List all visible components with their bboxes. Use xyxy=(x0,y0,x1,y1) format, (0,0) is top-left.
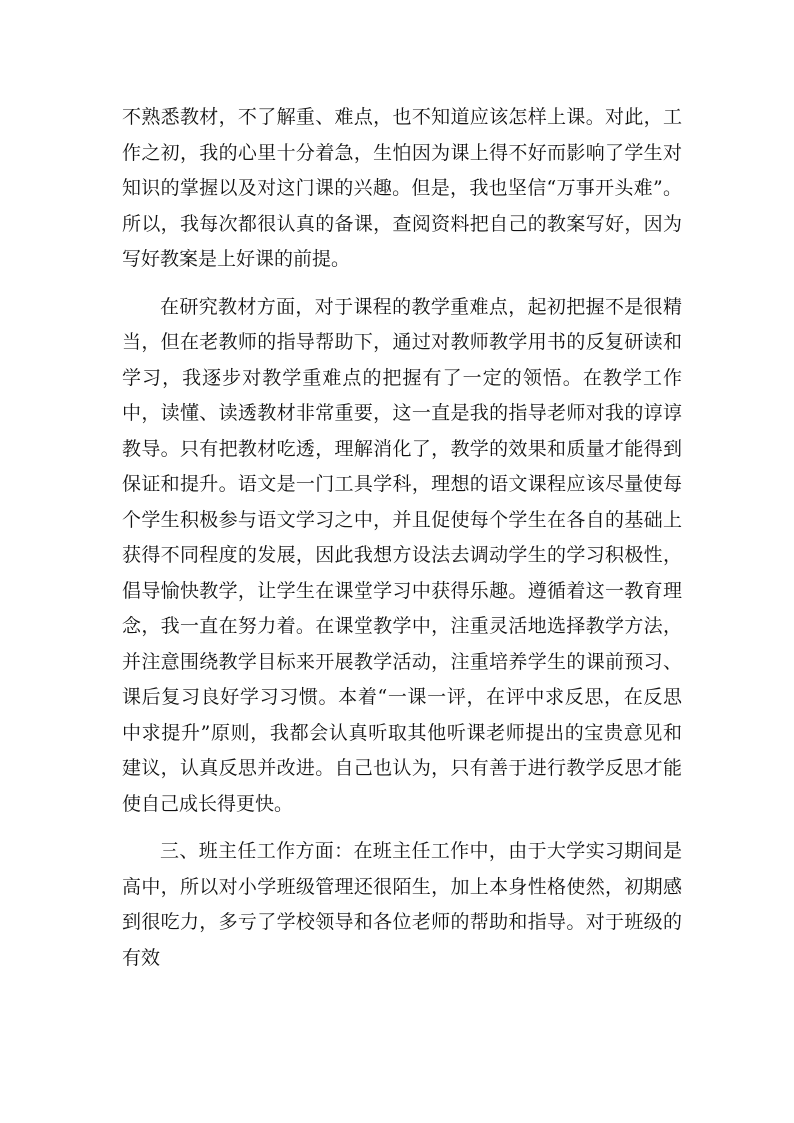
document-page xyxy=(122,100,682,976)
paragraph-2: 在研究教材方面，对于课程的教学重难点，起初把握不是很精当，但在老教师的指导帮助下，通过对教师教学用书的反复研读和学习，我逐步对教学重难点的把握有了一定的领悟。在教学工作中，读懂、读透教材非常重要，这一直是我的指导老师对我的谆谆教导。只有把教材吃透，理解消化了，教学的效果和质量才能得到保证和提升。语文是一门工具学科，理想的语文课程应该尽量使每个学生积极参与语文学习之中，并且促使每个学生在各自的基础上获得不同程度的发展，因此我想方设法去调动学生的学习积极性，倡导愉快教学，让学生在课堂学习中获得乐趣。遵循着这一教育理念，我一直在努力着。在课堂教学中，注重灵活地选择教学方法，并注意围绕教学目标来开展教学活动，注重培养学生的课前预习、课后复习良好学习习惯。本着“一课一评，在评中求反思，在反思中求提升”原则，我都会认真听取其他听课老师提出的宝贵意见和建议，认真反思并改进。自己也认为，只有善于进行教学反思才能使自己成长得更快。 xyxy=(122,295,682,815)
paragraph-spacer xyxy=(122,822,682,834)
paragraph-3: 三、班主任工作方面：在班主任工作中，由于大学实习期间是高中，所以对小学班级管理还很陌生，加上本身性格使然，初期感到很吃力，多亏了学校领导和各位老师的帮助和指导。对于班级的有效 xyxy=(122,840,682,969)
paragraph-spacer xyxy=(122,278,682,290)
paragraph-1: 不熟悉教材，不了解重、难点，也不知道应该怎样上课。对此，工作之初，我的心里十分着急，生怕因为课上得不好而影响了学生对知识的掌握以及对这门课的兴趣。但是，我也坚信“万事开头难”。所以，我每次都很认真的备课，查阅资料把自己的教案写好，因为写好教案是上好课的前提。 xyxy=(122,106,682,270)
